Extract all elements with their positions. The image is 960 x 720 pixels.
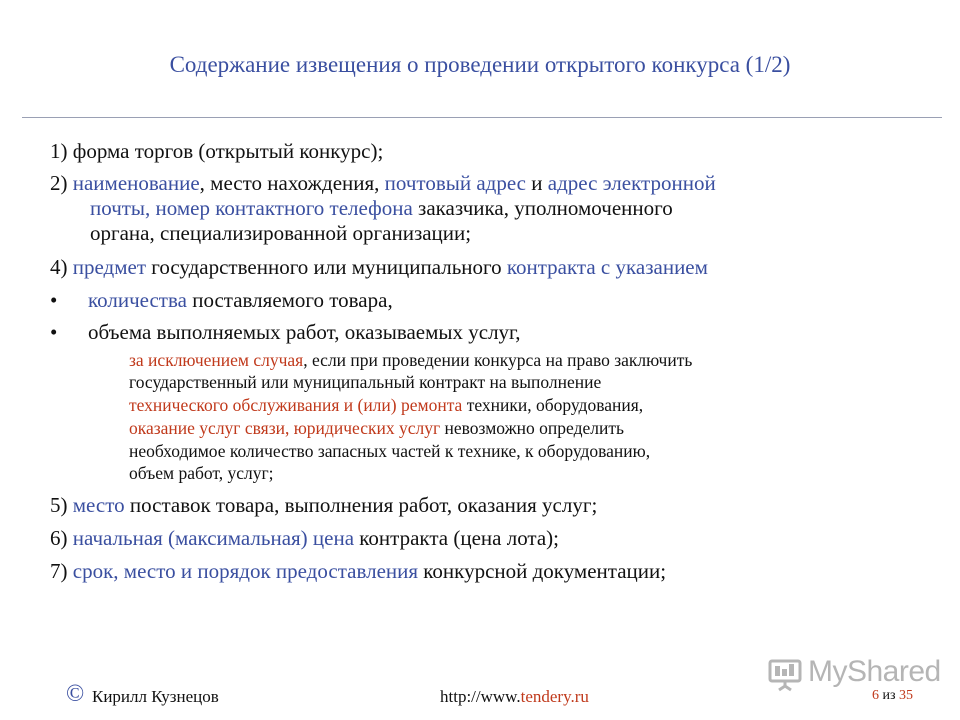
- bullet-marker: •: [50, 320, 58, 344]
- note-line-5: необходимое количество запасных частей к технике, к оборудованию,: [129, 441, 651, 461]
- note-line-2: государственный или муниципальный контракт на выполнение: [129, 372, 602, 392]
- note-line-3: технического обслуживания и (или) ремонта техники, оборудования,: [129, 395, 644, 415]
- item-2-line-2: почты, номер контактного телефона заказчика, уполномоченного: [90, 196, 673, 220]
- note-line-6: объем работ, услуг;: [129, 463, 274, 483]
- item-5: 5) место поставок товара, выполнения работ, оказания услуг;: [50, 493, 598, 517]
- note-line-4: оказание услуг связи, юридических услуг невозможно определить: [129, 418, 624, 438]
- footer-url[interactable]: http://www.tendery.ru: [440, 687, 589, 706]
- presentation-board-icon: [766, 655, 804, 693]
- slide-title: Содержание извещения о проведении открытого конкурса (1/2): [169, 52, 791, 77]
- item-4: 4) предмет государственного или муниципального контракта с указанием: [50, 255, 708, 279]
- item-7: 7) срок, место и порядок предоставления конкурсной документации;: [50, 559, 667, 583]
- footer-author: Кирилл Кузнецов: [92, 687, 219, 706]
- note-line-1: за исключением случая, если при проведении конкурса на право заключить: [129, 350, 693, 370]
- watermark: [766, 653, 941, 693]
- bullet-item-2: объема выполняемых работ, оказываемых услуг,: [88, 320, 521, 344]
- bullet-item-1: количества поставляемого товара,: [88, 288, 393, 312]
- item-2-line-1: 2) наименование, место нахождения, почтовый адрес и адрес электронной: [50, 171, 716, 195]
- title-divider: [22, 117, 942, 118]
- copyright-symbol: ©: [66, 681, 85, 707]
- page-number: 6 из 35: [872, 688, 914, 703]
- item-2-line-3: органа, специализированной организации;: [90, 221, 472, 245]
- bullet-marker: •: [50, 288, 58, 312]
- item-6: 6) начальная (максимальная) цена контракта (цена лота);: [50, 526, 560, 550]
- watermark-text: MyShared: [808, 655, 941, 688]
- item-1: 1) форма торгов (открытый конкурс);: [50, 139, 384, 163]
